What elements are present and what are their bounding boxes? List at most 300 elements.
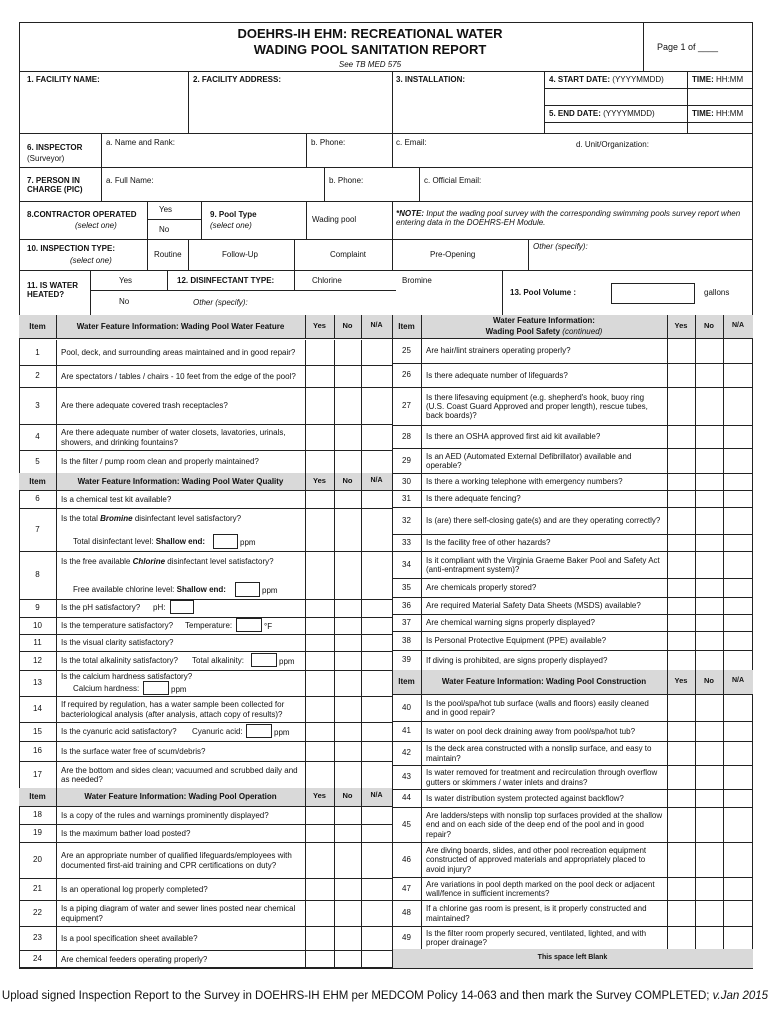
answer-no-cell[interactable] bbox=[334, 842, 361, 878]
answer-yes-cell[interactable] bbox=[667, 448, 695, 473]
answer-yes-cell[interactable] bbox=[305, 450, 334, 473]
question-text bbox=[61, 763, 302, 787]
answer-yes-cell[interactable] bbox=[667, 597, 695, 614]
right-col-item: Item bbox=[398, 321, 415, 331]
question-text bbox=[426, 879, 664, 899]
answer-na-cell[interactable] bbox=[723, 842, 753, 877]
contractor-select-hint: (select one) bbox=[75, 221, 117, 230]
question-text: Is the calcium hardness satisfactory? bbox=[61, 672, 193, 681]
answer-yes-cell[interactable] bbox=[305, 878, 334, 900]
answer-yes-cell[interactable] bbox=[305, 900, 334, 926]
routine-option[interactable]: Routine bbox=[154, 250, 182, 259]
answer-na-cell[interactable] bbox=[723, 473, 753, 490]
answer-no-cell[interactable] bbox=[334, 340, 361, 365]
question-text: Is the temperature satisfactory? bbox=[61, 620, 174, 630]
answer-yes-cell[interactable] bbox=[667, 507, 695, 534]
answer-no-cell[interactable] bbox=[695, 877, 723, 900]
answer-na-cell[interactable] bbox=[361, 551, 392, 599]
question-label: Is there lifesaving equipment (e.g. shepherd's hook, buoy ring (U.S. Coast Guard Approved and proper length), rescue tubes, back boards)? bbox=[426, 392, 648, 421]
answer-no-cell[interactable] bbox=[695, 900, 723, 926]
item-number: 16 bbox=[33, 746, 42, 755]
question-text bbox=[426, 599, 664, 613]
section-continued: (continued) bbox=[562, 327, 603, 336]
answer-yes-cell[interactable] bbox=[305, 599, 334, 617]
question-text bbox=[426, 536, 664, 550]
answer-yes-cell[interactable] bbox=[305, 340, 334, 365]
item-number: 46 bbox=[402, 854, 411, 864]
answer-yes-cell[interactable] bbox=[667, 842, 695, 877]
question-label: Is there a working telephone with emergency numbers? bbox=[426, 477, 623, 487]
answer-na-cell[interactable] bbox=[723, 387, 753, 425]
answer-yes-cell[interactable] bbox=[667, 614, 695, 631]
question-part: disinfectant level satisfactory? bbox=[134, 514, 242, 523]
section-safety-line2 bbox=[421, 327, 667, 336]
note-text: Input the wading pool survey with the corresponding swimming pools survey report when entering data in the DOEHRS-EH Module. bbox=[396, 209, 741, 228]
answer-no-cell[interactable] bbox=[334, 926, 361, 950]
answer-yes-cell[interactable] bbox=[667, 650, 695, 670]
answer-no-cell[interactable] bbox=[334, 806, 361, 824]
answer-no-cell[interactable] bbox=[695, 597, 723, 614]
section-safety-line1: Water Feature Information: bbox=[493, 316, 595, 325]
question-text: Is the cyanuric acid satisfactory? bbox=[61, 726, 177, 736]
answer-na-cell[interactable] bbox=[361, 722, 392, 741]
pre-opening-option[interactable]: Pre-Opening bbox=[430, 250, 476, 259]
question-text bbox=[426, 723, 664, 740]
answer-yes-cell[interactable] bbox=[305, 424, 334, 450]
answer-yes-cell[interactable] bbox=[305, 842, 334, 878]
answer-yes-cell[interactable] bbox=[667, 807, 695, 842]
answer-no-cell[interactable] bbox=[334, 696, 361, 722]
item-number: 4 bbox=[35, 432, 40, 441]
question-text bbox=[426, 743, 664, 764]
answer-no-cell[interactable] bbox=[334, 900, 361, 926]
answer-na-cell[interactable] bbox=[723, 694, 753, 721]
answer-na-cell[interactable] bbox=[361, 424, 392, 450]
question-label: Are ladders/steps with nonslip top surfaces provided at the shallow end and on each side of the deep end of the pool and in good repair? bbox=[426, 811, 663, 839]
answer-yes-cell[interactable] bbox=[305, 387, 334, 424]
answer-yes-cell[interactable] bbox=[667, 631, 695, 650]
answer-no-cell[interactable] bbox=[695, 387, 723, 425]
answer-no-cell[interactable] bbox=[334, 722, 361, 741]
item-number: 48 bbox=[402, 908, 411, 917]
answer-no-cell[interactable] bbox=[695, 614, 723, 631]
answer-na-cell[interactable] bbox=[361, 950, 392, 968]
answer-na-cell[interactable] bbox=[723, 765, 753, 789]
answer-na-cell[interactable] bbox=[361, 634, 392, 651]
answer-na-cell[interactable] bbox=[361, 824, 392, 842]
item-number: 40 bbox=[402, 702, 411, 712]
answer-yes-cell[interactable] bbox=[305, 824, 334, 842]
answer-na-cell[interactable] bbox=[723, 614, 753, 631]
answer-no-cell[interactable] bbox=[695, 842, 723, 877]
answer-no-cell[interactable] bbox=[334, 741, 361, 761]
question-label: Is Personal Protective Equipment (PPE) available? bbox=[426, 636, 607, 646]
question-label: Is a pool specification sheet available? bbox=[61, 933, 198, 943]
answer-yes-cell[interactable] bbox=[667, 363, 695, 387]
sub-label: Total disinfectant level: bbox=[73, 537, 154, 546]
answer-yes-cell[interactable] bbox=[305, 634, 334, 651]
left-col-item: Item bbox=[29, 792, 46, 801]
inspection-type-hint: (select one) bbox=[70, 256, 112, 265]
answer-yes-cell[interactable] bbox=[667, 551, 695, 578]
answer-yes-cell[interactable] bbox=[667, 900, 695, 926]
form-title-line2: WADING POOL SANITATION REPORT bbox=[253, 42, 487, 57]
answer-na-cell[interactable] bbox=[723, 425, 753, 448]
question-label: Is an operational log properly completed? bbox=[61, 884, 208, 894]
answer-no-cell[interactable] bbox=[334, 387, 361, 424]
answer-yes-cell[interactable] bbox=[667, 694, 695, 721]
pool-type-value[interactable]: Wading pool bbox=[312, 215, 357, 224]
follow-up-option[interactable]: Follow-Up bbox=[222, 250, 259, 259]
item-number: 39 bbox=[402, 655, 411, 664]
answer-no-cell[interactable] bbox=[695, 926, 723, 949]
left-col-no: No bbox=[342, 475, 353, 485]
question-text bbox=[426, 365, 664, 386]
answer-yes-cell[interactable] bbox=[667, 490, 695, 507]
answer-na-cell[interactable] bbox=[723, 631, 753, 650]
question-text bbox=[61, 928, 302, 949]
answer-no-cell[interactable] bbox=[334, 761, 361, 788]
answer-na-cell[interactable] bbox=[723, 507, 753, 534]
answer-na-cell[interactable] bbox=[723, 578, 753, 597]
measure-label: pH: bbox=[153, 603, 166, 612]
question-text bbox=[61, 514, 241, 523]
answer-no-cell[interactable] bbox=[695, 551, 723, 578]
answer-na-cell[interactable] bbox=[723, 741, 753, 765]
question-text bbox=[426, 553, 664, 577]
answer-na-cell[interactable] bbox=[361, 842, 392, 878]
answer-na-cell[interactable] bbox=[723, 597, 753, 614]
bromine-option[interactable]: Bromine bbox=[402, 276, 432, 285]
answer-na-cell[interactable] bbox=[361, 741, 392, 761]
answer-na-cell[interactable] bbox=[361, 878, 392, 900]
answer-no-cell[interactable] bbox=[695, 650, 723, 670]
answer-na-cell[interactable] bbox=[723, 534, 753, 551]
answer-yes-cell[interactable] bbox=[305, 761, 334, 788]
answer-na-cell[interactable] bbox=[361, 617, 392, 634]
item-number: 21 bbox=[33, 884, 42, 893]
answer-yes-cell[interactable] bbox=[667, 473, 695, 490]
question-text bbox=[426, 809, 664, 841]
answer-na-cell[interactable] bbox=[361, 696, 392, 722]
answer-na-cell[interactable] bbox=[361, 508, 392, 551]
question-text bbox=[426, 902, 664, 925]
question-label: If a chlorine gas room is present, is it properly constructed and maintained? bbox=[426, 904, 647, 923]
question-part: Is the total bbox=[61, 514, 98, 523]
answer-na-cell[interactable] bbox=[361, 490, 392, 508]
contractor-no[interactable]: No bbox=[159, 225, 170, 234]
chlorine-option[interactable]: Chlorine bbox=[312, 276, 342, 285]
item-number: 43 bbox=[402, 772, 411, 781]
answer-no-cell[interactable] bbox=[334, 824, 361, 842]
answer-yes-cell[interactable] bbox=[305, 490, 334, 508]
item-number: 42 bbox=[402, 748, 411, 757]
end-date-label: 5. END DATE: bbox=[549, 109, 601, 118]
answer-yes-cell[interactable] bbox=[667, 741, 695, 765]
pool-volume-label: 13. Pool Volume : bbox=[510, 288, 577, 297]
answer-yes-cell[interactable] bbox=[667, 338, 695, 363]
answer-no-cell[interactable] bbox=[334, 634, 361, 651]
answer-yes-cell[interactable] bbox=[667, 789, 695, 807]
answer-yes-cell[interactable] bbox=[667, 578, 695, 597]
answer-no-cell[interactable] bbox=[334, 617, 361, 634]
answer-na-cell[interactable] bbox=[723, 363, 753, 387]
answer-na-cell[interactable] bbox=[361, 806, 392, 824]
question-label: Are hair/lint strainers operating properly? bbox=[426, 346, 571, 356]
left-col-na: N/A bbox=[370, 792, 383, 799]
start-time-format: HH:MM bbox=[716, 75, 744, 84]
answer-no-cell[interactable] bbox=[695, 807, 723, 842]
item-number: 22 bbox=[33, 908, 42, 917]
answer-no-cell[interactable] bbox=[695, 631, 723, 650]
measure-label: Cyanuric acid: bbox=[192, 726, 243, 736]
pool-volume-input[interactable] bbox=[611, 283, 695, 304]
answer-no-cell[interactable] bbox=[695, 448, 723, 473]
start-date-label: 4. START DATE: bbox=[549, 75, 611, 84]
item-number: 9 bbox=[35, 603, 40, 612]
answer-yes-cell[interactable] bbox=[667, 721, 695, 741]
contractor-yes[interactable]: Yes bbox=[159, 205, 173, 214]
question-part: disinfectant level satisfactory? bbox=[167, 557, 274, 566]
left-col-no: No bbox=[342, 791, 353, 800]
question-label: Is the surface water free of scum/debris? bbox=[61, 746, 206, 756]
question-label: Pool, deck, and surrounding areas maintained and in good repair? bbox=[61, 348, 296, 358]
item-number: 11 bbox=[33, 637, 42, 647]
item-number: 20 bbox=[33, 855, 42, 864]
left-col-item: Item bbox=[29, 476, 46, 486]
heated-yes[interactable]: Yes bbox=[119, 276, 133, 285]
answer-na-cell[interactable] bbox=[723, 650, 753, 670]
left-col-yes: Yes bbox=[313, 320, 326, 330]
measure-input[interactable] bbox=[251, 653, 277, 667]
question-label: Is (are) there self-closing gate(s) and are they operating correctly? bbox=[426, 516, 661, 526]
answer-no-cell[interactable] bbox=[334, 490, 361, 508]
item-number: 34 bbox=[402, 559, 411, 569]
answer-no-cell[interactable] bbox=[695, 425, 723, 448]
answer-no-cell[interactable] bbox=[334, 878, 361, 900]
answer-na-cell[interactable] bbox=[723, 490, 753, 507]
section-quality: Water Feature Information: Wading Pool Water Quality bbox=[77, 476, 284, 486]
answer-no-cell[interactable] bbox=[695, 363, 723, 387]
full-name-label: a. Full Name: bbox=[106, 176, 154, 185]
answer-no-cell[interactable] bbox=[334, 450, 361, 473]
section-operation: Water Feature Information: Wading Pool Operation bbox=[84, 792, 277, 801]
answer-no-cell[interactable] bbox=[695, 534, 723, 551]
answer-yes-cell[interactable] bbox=[305, 617, 334, 634]
inspector-phone-label: b. Phone: bbox=[311, 138, 346, 147]
start-date-format: (YYYYMMDD) bbox=[612, 75, 664, 84]
answer-na-cell[interactable] bbox=[361, 900, 392, 926]
item-number: 31 bbox=[402, 493, 411, 503]
level-input[interactable] bbox=[235, 582, 260, 597]
answer-yes-cell[interactable] bbox=[667, 534, 695, 551]
answer-no-cell[interactable] bbox=[334, 950, 361, 968]
question-text bbox=[426, 652, 664, 669]
answer-na-cell[interactable] bbox=[361, 926, 392, 950]
answer-yes-cell[interactable] bbox=[305, 551, 334, 599]
question-label: Are there adequate covered trash receptacles? bbox=[61, 401, 228, 411]
item-number: 32 bbox=[402, 515, 411, 525]
item-number: 12 bbox=[33, 655, 42, 665]
answer-no-cell[interactable] bbox=[334, 670, 361, 696]
answer-no-cell[interactable] bbox=[334, 365, 361, 387]
question-text bbox=[61, 636, 302, 650]
pic-phone-label: b. Phone: bbox=[329, 176, 364, 185]
measure-input[interactable] bbox=[143, 681, 169, 695]
answer-yes-cell[interactable] bbox=[667, 765, 695, 789]
item-number: 49 bbox=[402, 932, 411, 942]
end-time-label: TIME: bbox=[692, 109, 714, 118]
answer-yes-cell[interactable] bbox=[305, 722, 334, 741]
answer-no-cell[interactable] bbox=[334, 508, 361, 551]
question-text bbox=[61, 426, 302, 449]
other-disinfectant-label[interactable]: Other (specify): bbox=[193, 298, 248, 307]
footer-instructions bbox=[0, 990, 770, 1003]
answer-na-cell[interactable] bbox=[723, 900, 753, 926]
right-col-na: N/A bbox=[731, 321, 745, 329]
other-inspection-label[interactable]: Other (specify): bbox=[533, 242, 588, 251]
question-label: Are chemical feeders operating properly? bbox=[61, 954, 208, 964]
right-col-no: No bbox=[704, 320, 714, 330]
item-number: 2 bbox=[35, 371, 40, 380]
item-number: 3 bbox=[35, 400, 40, 410]
question-label: Is it compliant with the Virginia Graeme Baker Pool and Safety Act (anti-entrapment system)? bbox=[426, 555, 660, 574]
question-text bbox=[426, 427, 664, 447]
end-date-format: (YYYYMMDD) bbox=[603, 109, 655, 118]
reference: See TB MED 575 bbox=[338, 60, 402, 69]
answer-na-cell[interactable] bbox=[723, 551, 753, 578]
answer-yes-cell[interactable] bbox=[305, 741, 334, 761]
item-number: 6 bbox=[35, 494, 40, 503]
answer-no-cell[interactable] bbox=[695, 741, 723, 765]
item-number: 26 bbox=[402, 370, 411, 379]
complaint-option[interactable]: Complaint bbox=[330, 250, 367, 259]
right-col-item: Item bbox=[398, 677, 415, 686]
sub-label: Free available chlorine level: bbox=[73, 585, 175, 594]
answer-no-cell[interactable] bbox=[695, 694, 723, 721]
answer-na-cell[interactable] bbox=[723, 721, 753, 741]
left-col-no: No bbox=[342, 320, 353, 330]
unit-label: ppm bbox=[274, 727, 290, 737]
answer-no-cell[interactable] bbox=[334, 651, 361, 670]
item-number: 1 bbox=[35, 347, 40, 357]
answer-no-cell[interactable] bbox=[695, 721, 723, 741]
answer-yes-cell[interactable] bbox=[667, 877, 695, 900]
question-emphasis: Bromine bbox=[100, 514, 133, 523]
answer-na-cell[interactable] bbox=[361, 651, 392, 670]
answer-na-cell[interactable] bbox=[723, 877, 753, 900]
item-number: 23 bbox=[33, 933, 42, 942]
level-input[interactable] bbox=[213, 534, 238, 549]
answer-na-cell[interactable] bbox=[361, 761, 392, 788]
measure-input[interactable] bbox=[170, 600, 194, 614]
question-text bbox=[61, 826, 302, 841]
answer-no-cell[interactable] bbox=[695, 473, 723, 490]
answer-yes-cell[interactable] bbox=[305, 651, 334, 670]
question-text bbox=[426, 928, 664, 948]
answer-no-cell[interactable] bbox=[695, 507, 723, 534]
disinfectant-label: 12. DISINFECTANT TYPE: bbox=[177, 276, 275, 285]
answer-na-cell[interactable] bbox=[723, 926, 753, 949]
answer-na-cell[interactable] bbox=[361, 670, 392, 696]
question-label: Is an AED (Automated External Defibrillator) available and operable? bbox=[426, 451, 632, 470]
inspector-email-label: c. Email: bbox=[396, 138, 427, 147]
sub-measure bbox=[73, 537, 205, 546]
answer-na-cell[interactable] bbox=[723, 448, 753, 473]
answer-na-cell[interactable] bbox=[361, 599, 392, 617]
sub-measure bbox=[73, 585, 226, 594]
item-number: 47 bbox=[402, 883, 411, 893]
measure-input[interactable] bbox=[246, 724, 272, 738]
question-text bbox=[426, 791, 664, 806]
answer-na-cell[interactable] bbox=[361, 340, 392, 365]
question-text bbox=[426, 580, 664, 596]
answer-no-cell[interactable] bbox=[334, 551, 361, 599]
left-col-na: N/A bbox=[370, 321, 383, 329]
answer-no-cell[interactable] bbox=[695, 765, 723, 789]
question-label: Is the filter / pump room clean and properly maintained? bbox=[61, 457, 259, 467]
answer-yes-cell[interactable] bbox=[667, 425, 695, 448]
answer-yes-cell[interactable] bbox=[305, 926, 334, 950]
answer-na-cell[interactable] bbox=[361, 365, 392, 387]
answer-no-cell[interactable] bbox=[334, 424, 361, 450]
answer-na-cell[interactable] bbox=[723, 338, 753, 363]
question-label: Is water distribution system protected against backflow? bbox=[426, 793, 624, 803]
answer-no-cell[interactable] bbox=[334, 599, 361, 617]
end-time-format: HH:MM bbox=[716, 109, 744, 118]
answer-no-cell[interactable] bbox=[695, 338, 723, 363]
item-number: 24 bbox=[33, 954, 42, 963]
answer-yes-cell[interactable] bbox=[305, 696, 334, 722]
item-number: 17 bbox=[33, 769, 42, 779]
answer-yes-cell[interactable] bbox=[305, 365, 334, 387]
question-label: Is the filter room properly secured, ventilated, lighted, and with proper drainage? bbox=[426, 928, 647, 947]
section-construction: Water Feature Information: Wading Pool Construction bbox=[441, 677, 647, 686]
answer-no-cell[interactable] bbox=[695, 578, 723, 597]
pic-label: 7. PERSON IN CHARGE (PIC) bbox=[27, 176, 83, 195]
question-text bbox=[61, 452, 302, 472]
facility-address-label: 2. FACILITY ADDRESS: bbox=[193, 75, 282, 84]
answer-na-cell[interactable] bbox=[723, 807, 753, 842]
answer-na-cell[interactable] bbox=[723, 789, 753, 807]
answer-yes-cell[interactable] bbox=[305, 806, 334, 824]
unit-label: ppm bbox=[171, 685, 187, 694]
measure-label: Total alkalinity: bbox=[192, 655, 245, 665]
answer-no-cell[interactable] bbox=[695, 789, 723, 807]
measure-input[interactable] bbox=[236, 618, 262, 632]
answer-no-cell[interactable] bbox=[695, 490, 723, 507]
answer-yes-cell[interactable] bbox=[667, 387, 695, 425]
answer-yes-cell[interactable] bbox=[305, 508, 334, 551]
question-label: If diving is prohibited, are signs properly displayed? bbox=[426, 655, 608, 665]
answer-na-cell[interactable] bbox=[361, 450, 392, 473]
item-number: 37 bbox=[402, 617, 411, 627]
item-number: 7 bbox=[35, 524, 40, 534]
question-text bbox=[426, 509, 664, 533]
gallons-unit: gallons bbox=[704, 288, 730, 297]
heated-no[interactable]: No bbox=[119, 297, 130, 306]
question-part: Is the free available bbox=[61, 557, 131, 566]
question-label: Is there an OSHA approved first aid kit available? bbox=[426, 432, 601, 442]
contractor-label: 8.CONTRACTOR OPERATED bbox=[27, 210, 137, 219]
question-label: Is a piping diagram of water and sewer lines posted near chemical equipment? bbox=[61, 904, 296, 923]
unit-label: °F bbox=[264, 621, 273, 631]
answer-yes-cell[interactable] bbox=[305, 950, 334, 968]
answer-na-cell[interactable] bbox=[361, 387, 392, 424]
answer-yes-cell[interactable] bbox=[305, 670, 334, 696]
answer-yes-cell[interactable] bbox=[667, 926, 695, 949]
item-number: 14 bbox=[33, 704, 42, 713]
